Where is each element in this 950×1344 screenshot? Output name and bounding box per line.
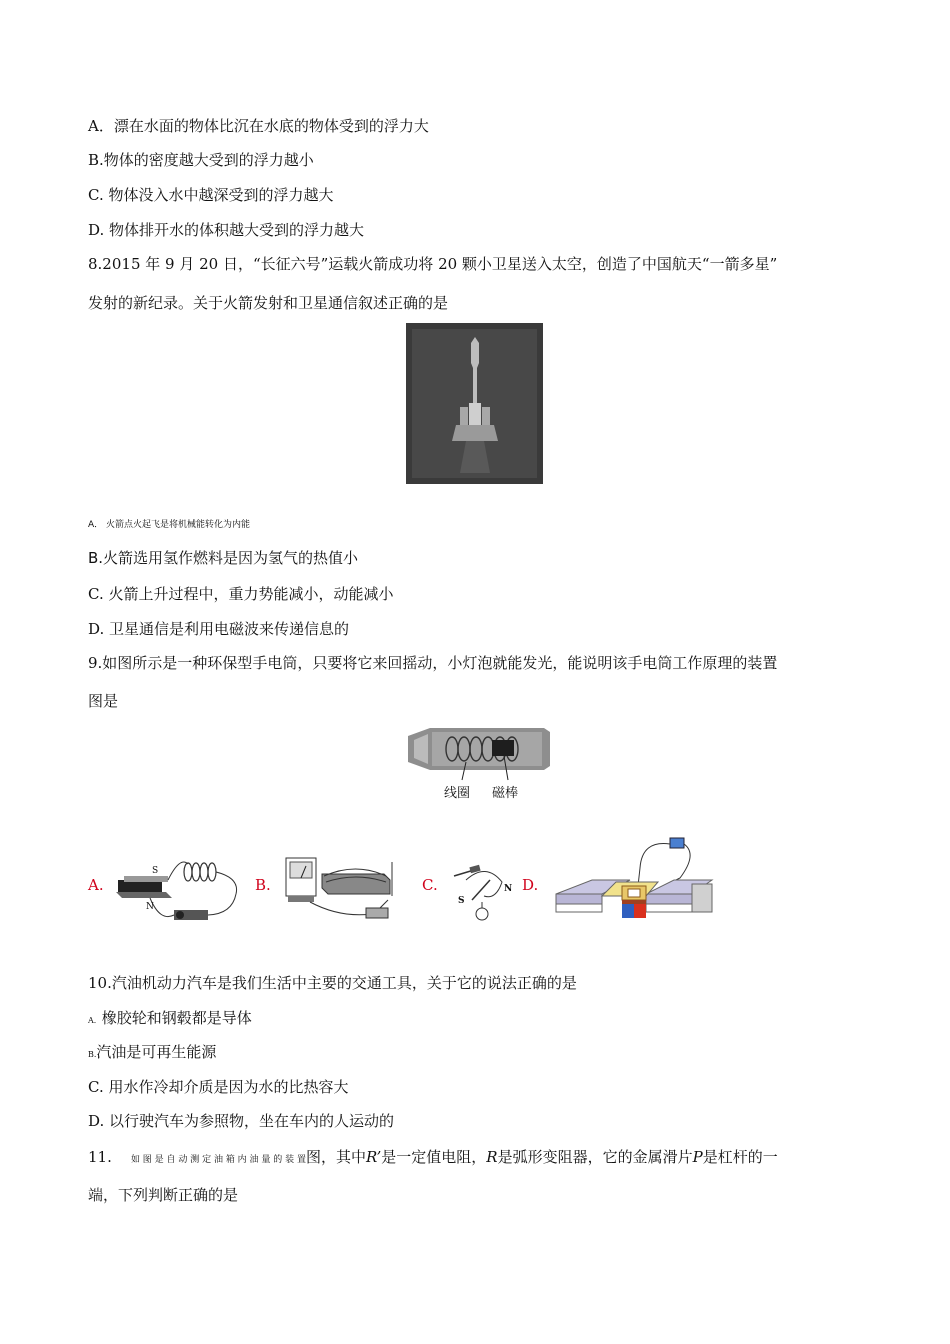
q7-option-c: C. 物体没入水中越深受到的浮力越大 [88,186,334,204]
q11-small-text: 如 图 是 自 动 测 定 油 箱 内 油 量 的 装 置 [130,1155,306,1165]
q9-option-b-label: B. [255,876,271,894]
q9-option-c-label: C. [422,876,438,894]
q10-stem: 10.汽油机动力汽车是我们生活中主要的交通工具，关于它的说法正确的是 [88,974,577,992]
flashlight-figure [404,722,552,806]
q7-option-a: A．漂在水面的物体比沉在水底的物体受到的浮力大 [88,117,429,135]
q11-p: P [692,1148,703,1166]
q11-r: R [486,1148,498,1166]
q8-stem-line2: 发射的新纪录。关于火箭发射和卫星通信叙述正确的是 [88,294,449,312]
rocket-photo [406,323,543,484]
magnet-label: 磁棒 [492,786,519,801]
q7-option-b: B.物体的密度越大受到的浮力越小 [88,151,314,169]
a-magnet-s-label: S [152,866,159,876]
q9-option-d-label: D. [522,876,539,894]
q8-stem-line1: 8.2015 年 9 月 20 日，“长征六号”运载火箭成功将 20 颗小卫星送入太空，创造了中国航天“一箭多星” [88,255,778,273]
q8-option-a: A． 火箭点火起飞是将机械能转化为内能 [88,520,251,530]
c-s-label: S [458,896,465,906]
q10-option-b [88,1042,216,1065]
q10-option-a-text: 橡胶轮和钢毂都是导体 [101,1009,252,1027]
q11-part4: 是杠杆的一 [702,1148,778,1166]
q9-option-d-figure [552,834,714,930]
q10-option-a-prefix: A． [88,1016,102,1025]
q11-part2: 是一定值电阻， [381,1148,487,1166]
q8-option-c: C. 火箭上升过程中，重力势能减小，动能减小 [88,585,394,603]
q9-option-a-figure [110,852,250,928]
q10-option-d: D. 以行驶汽车为参照物，坐在车内的人运动的 [88,1112,395,1130]
q11-stem-line1 [88,1147,778,1170]
q11-number: 11. [88,1148,112,1166]
q10-option-a [88,1008,252,1031]
q9-option-b-figure [280,852,408,928]
a-magnet-n-label: N [146,902,154,912]
coil-label: 线圈 [444,786,471,801]
q10-option-c: C. 用水作冷却介质是因为水的比热容大 [88,1078,349,1096]
q11-r-prime: R’ [366,1148,382,1166]
q7-option-d: D. 物体排开水的体积越大受到的浮力越大 [88,221,365,239]
q8-option-b: B.火箭选用氢作燃料是因为氢气的热值小 [88,549,359,567]
q9-stem-line1: 9.如图所示是一种环保型手电筒，只要将它来回摇动，小灯泡就能发光，能说明该手电筒工作原理的装置 [88,654,778,672]
q10-option-b-prefix: B. [88,1050,97,1059]
c-n-label: N [504,884,513,894]
q10-option-b-text: 汽油是可再生能源 [96,1043,217,1061]
q9-stem-line2: 图是 [88,692,119,710]
q9-option-a-label: A. [88,876,104,894]
q9-option-c-figure [446,852,520,928]
q11-part3: 是弧形变阻器，它的金属滑片 [497,1148,693,1166]
q8-option-d: D. 卫星通信是利用电磁波来传递信息的 [88,620,350,638]
q11-stem-line2: 端，下列判断正确的是 [88,1186,239,1204]
q11-part1: 图，其中 [306,1148,367,1166]
